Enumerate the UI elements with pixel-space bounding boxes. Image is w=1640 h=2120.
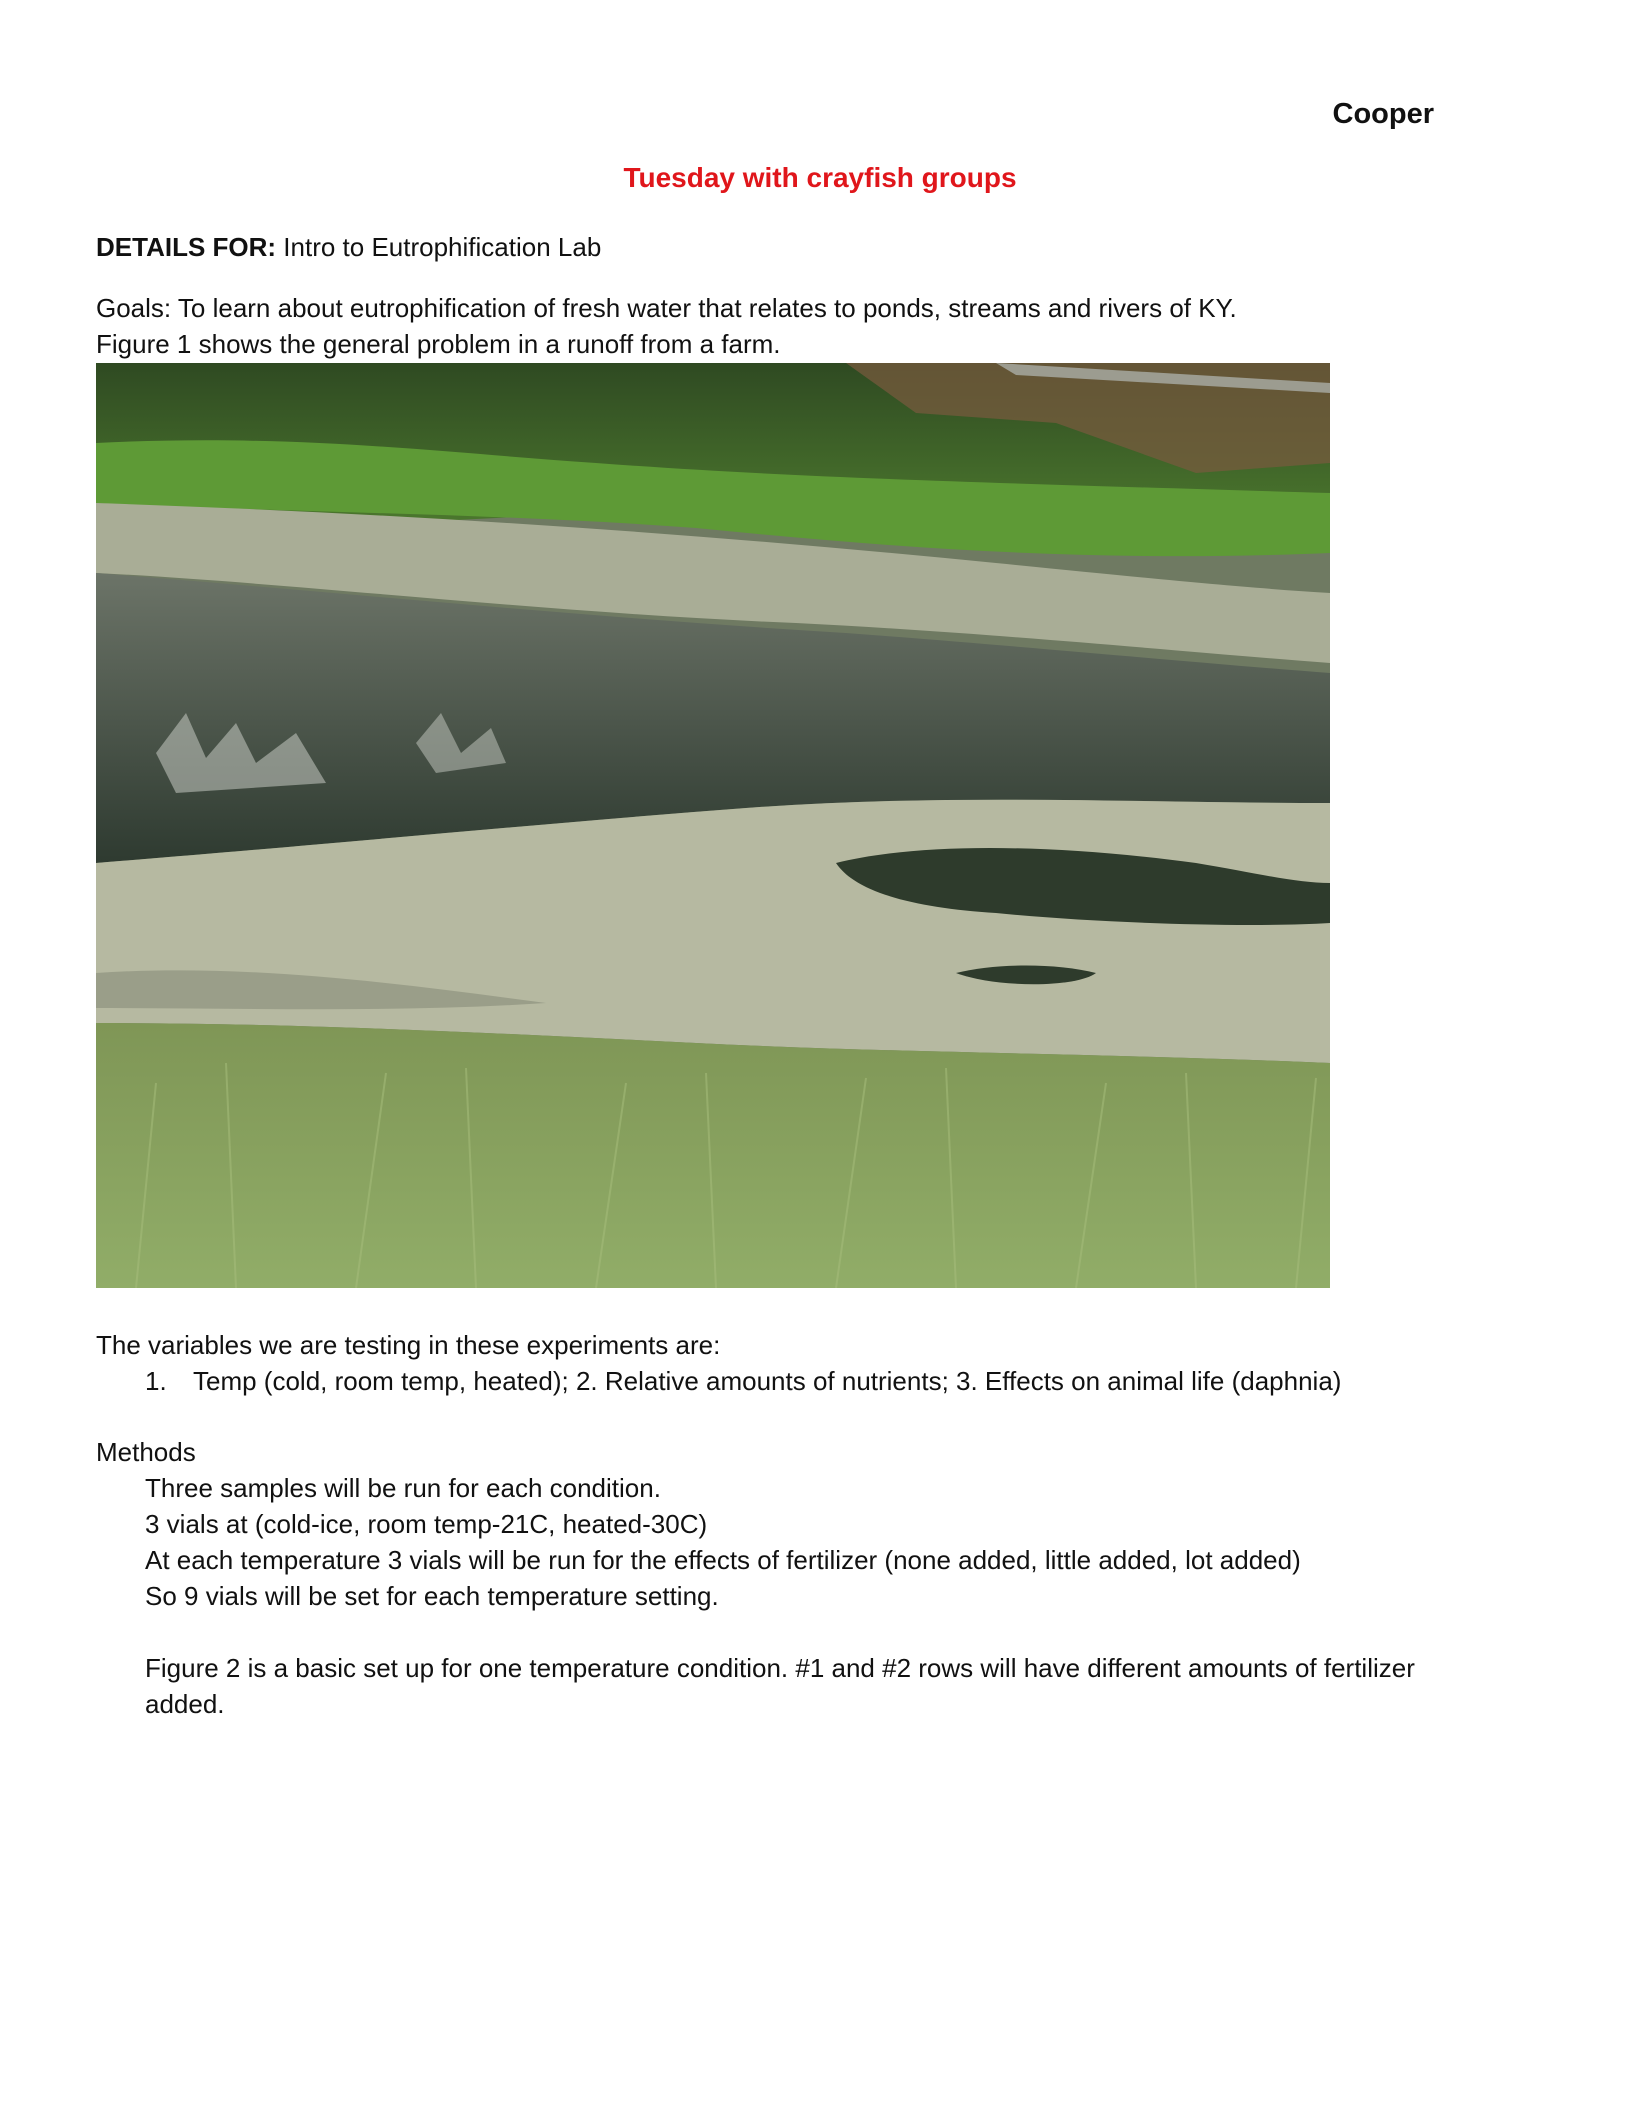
figure2-description: Figure 2 is a basic set up for one temperature condition. #1 and #2 rows will have different amounts of fertilizer <box>145 1653 1415 1683</box>
details-label: DETAILS FOR: <box>96 232 277 262</box>
figure1-caption: Figure 1 shows the general problem in a runoff from a farm. <box>96 329 781 359</box>
figure1-pond-photo <box>96 363 1330 1288</box>
variables-item-number: 1. <box>145 1366 167 1396</box>
methods-line: At each temperature 3 vials will be run for the effects of fertilizer (none added, little added, lot added) <box>145 1545 1301 1575</box>
methods-line: So 9 vials will be set for each temperature setting. <box>145 1581 719 1611</box>
goals-text: Goals: To learn about eutrophification of fresh water that relates to ponds, streams and rivers of KY. <box>96 293 1237 323</box>
details-value: Intro to Eutrophification Lab <box>283 232 602 262</box>
details-line <box>96 229 601 265</box>
subtitle: Tuesday with crayfish groups <box>623 162 1017 193</box>
methods-line: 3 vials at (cold-ice, room temp-21C, heated-30C) <box>145 1509 708 1539</box>
variables-intro: The variables we are testing in these experiments are: <box>96 1330 721 1360</box>
author-name: Cooper <box>1332 98 1434 130</box>
methods-line: Three samples will be run for each condition. <box>145 1473 661 1503</box>
variables-item-text: Temp (cold, room temp, heated); 2. Relative amounts of nutrients; 3. Effects on animal life (daphnia) <box>193 1366 1342 1396</box>
methods-heading: Methods <box>96 1437 196 1467</box>
figure2-description-cont: added. <box>145 1689 225 1719</box>
